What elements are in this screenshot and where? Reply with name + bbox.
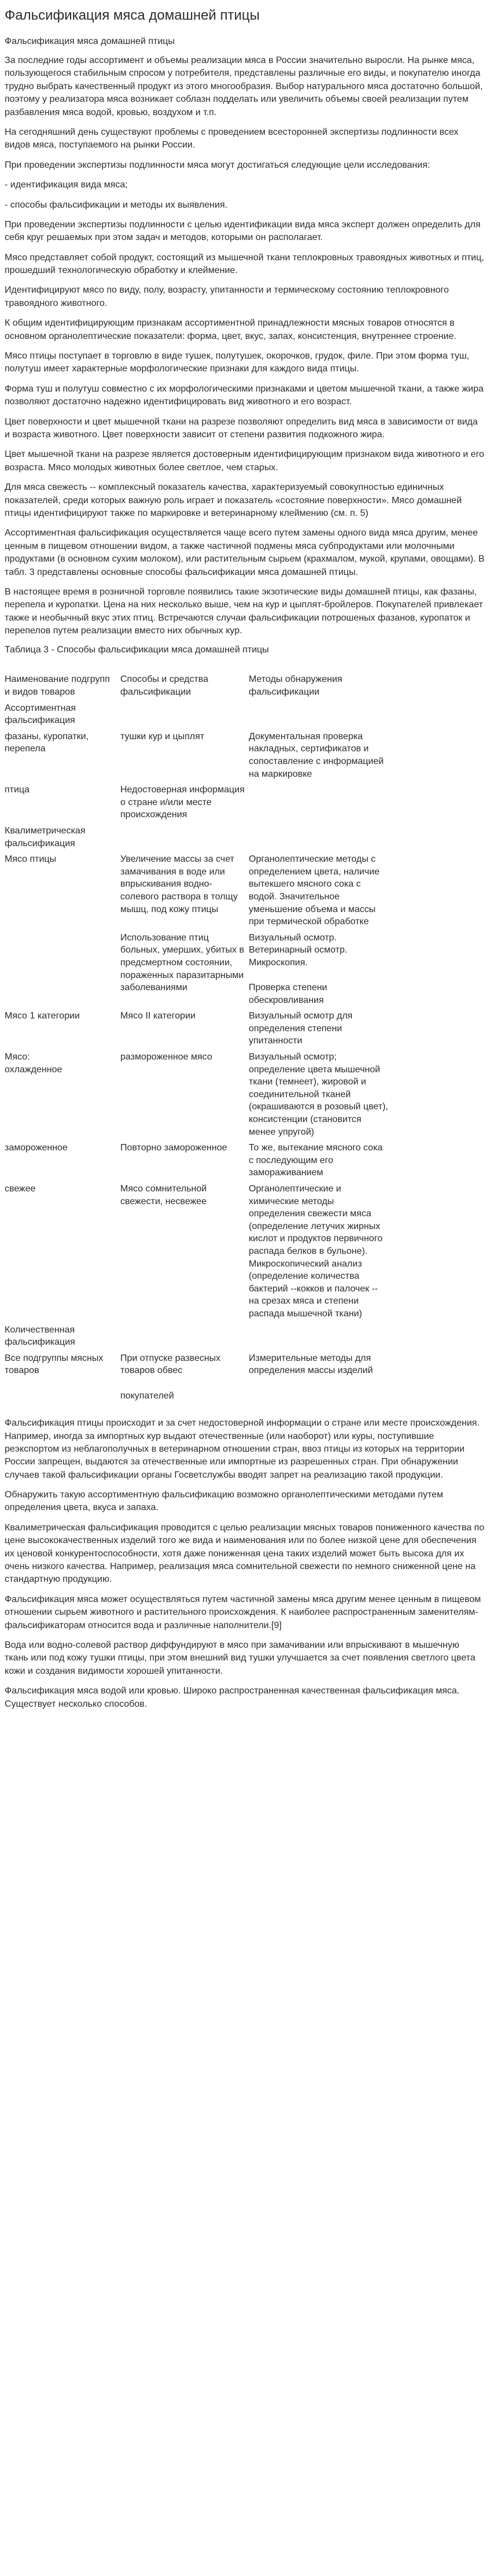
paragraph: На сегодняшний день существуют проблемы с проведением всесторонней экспертизы подлинности всех видов мяса, поступаемого на рынки России. xyxy=(5,127,461,150)
table-row xyxy=(5,730,392,784)
table-cell: Мясо: охлажденное xyxy=(5,1052,62,1075)
table-cell xyxy=(120,702,249,730)
table-row xyxy=(5,702,392,730)
table-cell: Визуальный осмотр. Ветеринарный осмотр. Микроскопия. Проверка степени обескровливания xyxy=(249,932,348,1005)
table-cell: тушки кур и цыплят xyxy=(120,731,205,741)
table-cell xyxy=(120,825,249,853)
table-cell: Все подгруппы мясных товаров xyxy=(5,1353,106,1376)
document-subtitle: Фальсификация мяса домашней птицы xyxy=(5,36,175,46)
table-cell: Визуальный осмотр; определение цвета мышечной ткани (темнеет), жировой и соединительной тканей (окрашиваются в розовый цвет), консистенции (становится менее упругой) xyxy=(249,1052,391,1137)
table-row xyxy=(5,1051,392,1142)
table-row xyxy=(5,853,392,932)
falsification-methods-table xyxy=(5,673,392,1405)
paragraph: При проведении экспертизы подлинности мяса могут достигаться следующие цели исследования: xyxy=(5,160,430,170)
table-cell: Использование птиц больных, умерших, убитых в предсмертном состоянии, пораженных паразитарными заболеваниями xyxy=(120,932,247,993)
paragraph: Форма туш и полутуш совместно с их морфологическими признаками и цветом мышечной ткани, а также жира позволяют достаточно надежно идентифицировать вид животного и его возраст. xyxy=(5,383,487,407)
table-header-cell: Методы обнаружения фальсификации xyxy=(249,674,345,697)
paragraph: Квалиметрическая фальсификация проводится с целью реализации мясных товаров пониженного качества по цене высококачественных изделий того же вида и наименования или по более низкой цене для обеспечения их ценовой конкурентоспособности, хотя даже пониженная цена таких изделий может быть высока для их очень низкого качества. Например, реализация мяса сомнительной свежести по немного сниженной цене на стандартную продукцию. xyxy=(5,1522,487,1585)
table-cell: При отпуске развесных товаров обвес покупателей xyxy=(120,1353,221,1401)
table-cell: Мясо сомнительной свежести, несвежее xyxy=(120,1184,209,1206)
table-cell: Квалиметрическая фальсификация xyxy=(5,825,88,848)
table-cell: Измерительные методы для определения массы изделий xyxy=(249,1353,374,1376)
table-cell: свежее xyxy=(5,1184,36,1194)
table-cell: То же, вытекание мясного сока с последующим его замораживанием xyxy=(249,1143,385,1178)
paragraph: В настоящее время в розничной торговле появились такие экзотические виды домашней птицы, как фазаны, перепела и куропатки. Цена на них несколько выше, чем на кур и цыплят-бройлеров. Покупателей привлекает также и необычный вкус этих птиц. Встречаются случаи фальсификации потрошеных фазанов, куропаток и перепелов путем реализации вместо них обычных кур. xyxy=(5,586,486,636)
table-cell: Документальная проверка накладных, сертификатов и сопоставление с информацией на маркировке xyxy=(249,731,386,779)
table-cell: фазаны, куропатки, перепела xyxy=(5,731,91,754)
intro-section xyxy=(5,54,488,637)
table-cell: Визуальный осмотр для определения степени упитанности xyxy=(249,1011,355,1046)
paragraph: Для мяса свежесть -- комплексный показатель качества, характеризуемый совокупностью единичных показателей, среди которых важную роль играет и показатель «состояние поверхности». Мясо домашней птицы идентифицируют также по маркировке и ветеринарному клеймению (см. п. 5) xyxy=(5,482,465,518)
table-row xyxy=(5,825,392,853)
table-cell: Недостоверная информация о стране и/или месте происхождения xyxy=(120,785,248,820)
table-row xyxy=(5,1352,392,1405)
paragraph: За последние годы ассортимент и объемы реализации мяса в России значительно выросли. На рынке мяса, пользующегося стабильным спросом у потребителя, представлены различные его виды, и покупателю иногда трудно выбрать качественный продукт из этого многообразия. Выбор натурального мяса достаточно большой, поэтому у реализатора мяса возникает соблазн подделать или увеличить объемы своей реализации путем разбавления мяса водой, кровью, воздухом и т.п. xyxy=(5,56,485,117)
table-cell: Органолептические и химические методы определения свежести мяса (определение летучих жирных кислот и продуктов первичного распада белков в бульоне). Микроскопический анализ (определение количества бактерий --кокков и палочек -- на срезах мяса и степени распада мышечной ткани) xyxy=(249,1184,385,1319)
table-cell xyxy=(120,1324,249,1352)
table-header-cell: Способы и средства фальсификации xyxy=(120,674,211,697)
table-cell: замороженное xyxy=(5,1143,68,1153)
table-cell: Количественная фальсификация xyxy=(5,1324,78,1348)
paragraph: Мясо птицы поступает в торговлю в виде тушек, полутушек, окорочков, грудок, филе. При этом форма туш, полутуш имеет характерные морфологические признаки для каждого вида птицы. xyxy=(5,351,472,374)
table-header-row xyxy=(5,673,392,702)
paragraph: Вода или водно-солевой раствор диффундируют в мясо при замачивании или впрыскивают в мышечную ткань или под кожу тушки птицы, при этом внешний вид тушки улучшается за счет появления светлого цвета кожи и создания видимости хорошей упитанности. xyxy=(5,1640,478,1676)
paragraph: - идентификация вида мяса; xyxy=(5,180,128,190)
table-row xyxy=(5,1010,392,1051)
table-cell: Повторно замороженное xyxy=(120,1143,227,1153)
table-cell: Мясо 1 категории xyxy=(5,1011,80,1021)
paragraph: Ассортиментная фальсификация осуществляется чаще всего путем замены одного вида мяса другим, менее ценным в пищевом отношении видом, а также частичной подмены мяса субпродуктами или молочными продуктами (в основном сухим молоком), или растительным сырьем (крахмалом, мукой, крупами, овощами). В табл. 3 представлены основные способы фальсификации мяса домашней птицы. xyxy=(5,528,488,577)
table-cell: Мясо II категории xyxy=(120,1011,196,1021)
table-row xyxy=(5,1142,392,1183)
table-cell xyxy=(249,702,392,730)
paragraph: Фальсификация птицы происходит и за счет недостоверной информации о стране или месте происхождения. Например, иногда за импортных кур выдают отечественные (или наоборот) или куры, поступившие реэкспортом из неблагополучных в ветеринарном отношении стран, ввоз птицы из которых на территории России запрещен, выдаются за отечественные или импортные из разрешенных стран. При обнаружении случаев такой фальсификации органы Госветслужбы вводят запрет на реализацию такой продукции. xyxy=(5,1418,482,1480)
table-cell: размороженное мясо xyxy=(120,1052,212,1062)
table-header-cell: Наименование подгрупп и видов товаров xyxy=(5,674,113,697)
table-row xyxy=(5,932,392,1010)
table-cell xyxy=(249,784,392,825)
paragraph: Цвет мышечной ткани на разрезе является достоверным идентифицирующим признаком вида животного и его возраста. Мясо молодых животных более светлое, чем старых. xyxy=(5,449,487,473)
table-cell xyxy=(249,825,392,853)
table-cell: птица xyxy=(5,785,30,795)
paragraph: - способы фальсификации и методы их выявления. xyxy=(5,200,228,210)
table-cell: Ассортиментная фальсификация xyxy=(5,703,79,726)
table-cell: Увеличение массы за счет замачивания в воде или впрыскивания водно-солевого раствора в толщу мышц, под кожу птицы xyxy=(120,854,241,914)
paragraph: Мясо представляет собой продукт, состоящий из мышечной ткани теплокровных травоядных животных и птиц, прошедший технологическую обработку и клеймение. xyxy=(5,252,487,276)
paragraph: Фальсификация мяса водой или кровью. Широко распространенная качественная фальсификация мяса. Существует несколько способов. xyxy=(5,1686,462,1709)
paragraph: Цвет поверхности и цвет мышечной ткани на разрезе позволяют определить вид мяса в зависимости от вида и возраста животного. Цвет поверхности зависит от степени развития подкожного жира. xyxy=(5,416,481,440)
table-row xyxy=(5,1183,392,1324)
table-body xyxy=(5,702,392,1405)
table-caption: Таблица 3 - Способы фальсификации мяса домашней птицы xyxy=(5,645,269,655)
table-row xyxy=(5,784,392,825)
page-title: Фальсификация мяса домашней птицы xyxy=(5,8,260,23)
paragraph: Обнаружить такую ассортиментную фальсификацию возможно органолептическими методами путем определения цвета, вкуса и запаха. xyxy=(5,1490,446,1513)
table-row xyxy=(5,1324,392,1352)
paragraph: При проведении экспертизы подлинности с целью идентификации вида мяса эксперт должен определить для себя круг решаемых при этом задач и методов, которыми он располагает. xyxy=(5,219,483,243)
table-cell: Органолептические методы с определением цвета, наличие вытекшего мясного сока с водой. Значительное уменьшение объема и массы при термической обработке xyxy=(249,854,382,927)
table-cell: Мясо птицы xyxy=(5,854,57,865)
table-cell xyxy=(5,932,120,1010)
paragraph: К общим идентифицирующим признакам ассортиментной принадлежности мясных товаров относятся в основном органолептические показатели: форма, цвет, вкус, запах, консистенция, внутреннее строение. xyxy=(5,318,458,341)
table-cell xyxy=(249,1324,392,1352)
outro-section xyxy=(5,1417,485,1711)
paragraph: Идентифицируют мясо по виду, полу, возрасту, упитанности и термическому состоянию теплокровного травоядного животного. xyxy=(5,285,452,308)
paragraph: Фальсификация мяса может осуществляться путем частичной замены мяса другим менее ценным в пищевом отношении сырьем животного и растительного происхождения. К наиболее распространенным заменителям-фальсификаторам относится вода и различные наполнители.[9] xyxy=(5,1594,484,1630)
